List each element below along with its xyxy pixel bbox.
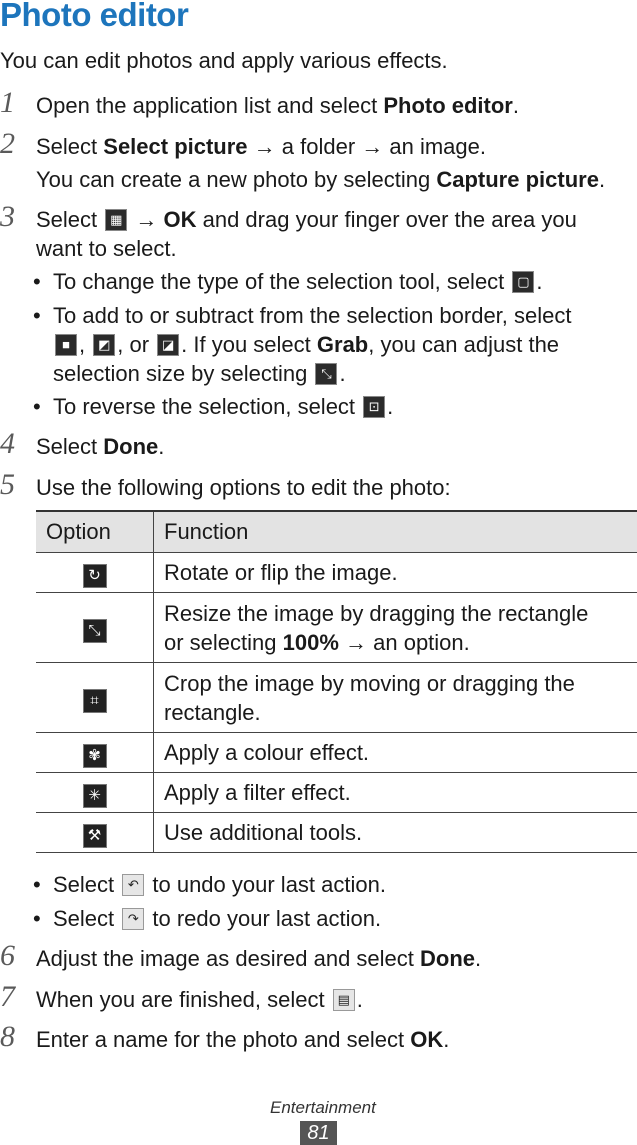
resize-icon: ⤡ — [83, 619, 107, 643]
step-4: Select Done. — [36, 434, 165, 459]
table-row: ✳ Apply a filter effect. — [36, 773, 637, 813]
step-number: 8 — [0, 1020, 15, 1053]
step-8: Enter a name for the photo and select OK. — [36, 1027, 450, 1052]
table-row: ✾ Apply a colour effect. — [36, 733, 637, 773]
list-item: • To add to or subtract from the selection border, select ■ , ◩ , or ◪ . If you select Grab, you can adjust the selection size by selecting ⤡ . — [33, 303, 572, 386]
table-header — [36, 511, 637, 553]
column-header-option: Option — [36, 511, 154, 553]
page-number: 81 — [300, 1121, 337, 1145]
step-number: 1 — [0, 86, 15, 119]
step-6: Adjust the image as desired and select Done. — [36, 946, 482, 971]
step-5: Use the following options to edit the photo: — [36, 475, 451, 500]
section-label: Entertainment — [270, 1098, 376, 1117]
step-number: 6 — [0, 939, 15, 972]
add-selection-icon: ◩ — [93, 334, 115, 356]
redo-icon: ↷ — [122, 908, 144, 930]
save-icon: ▤ — [333, 989, 355, 1011]
step-number: 2 — [0, 127, 15, 160]
intro-text: You can edit photos and apply various effects. — [0, 48, 448, 73]
undo-icon: ↶ — [122, 874, 144, 896]
selection-type-icon: ▢ — [512, 271, 534, 293]
table-row: ⚒ Use additional tools. — [36, 813, 637, 853]
step-2: Select Select picture → a folder → an image. — [36, 134, 486, 159]
table-row: ⤡ Resize the image by dragging the rectangle or selecting 100% → an option. — [36, 593, 637, 663]
list-item: • Select ↷ to redo your last action. — [33, 906, 382, 931]
step-2-note: You can create a new photo by selecting Capture picture. — [36, 167, 606, 192]
rotate-icon: ↻ — [83, 564, 107, 588]
step-3: Select ▦ → OK and drag your finger over the area you — [36, 207, 577, 232]
step-7: When you are finished, select ▤ . — [36, 987, 363, 1012]
list-item: • Select ↶ to undo your last action. — [33, 872, 386, 897]
crop-icon: ⌗ — [83, 689, 107, 713]
step-number: 4 — [0, 427, 15, 460]
reverse-selection-icon: ⊡ — [363, 396, 385, 418]
step-3-cont: want to select. — [36, 236, 177, 261]
table-row: ⌗ Crop the image by moving or dragging the rectangle. — [36, 663, 637, 733]
select-tool-icon: ▦ — [105, 209, 127, 231]
table-row: ↻ Rotate or flip the image. — [36, 553, 637, 593]
new-selection-icon: ■ — [55, 334, 77, 356]
list-item: • To change the type of the selection tool, select ▢ . — [33, 269, 543, 294]
tools-icon: ⚒ — [83, 824, 107, 848]
subtract-selection-icon: ◪ — [157, 334, 179, 356]
step-number: 7 — [0, 980, 15, 1013]
palette-icon: ✾ — [83, 744, 107, 768]
step-number: 3 — [0, 200, 15, 233]
options-table — [36, 510, 637, 853]
resize-selection-icon: ⤡ — [315, 363, 337, 385]
step-1: Open the application list and select Photo editor. — [36, 93, 519, 118]
page-title: Photo editor — [0, 0, 189, 33]
filter-icon: ✳ — [83, 784, 107, 808]
column-header-function: Function — [154, 511, 637, 553]
list-item: • To reverse the selection, select ⊡ . — [33, 394, 394, 419]
step-number: 5 — [0, 468, 15, 501]
